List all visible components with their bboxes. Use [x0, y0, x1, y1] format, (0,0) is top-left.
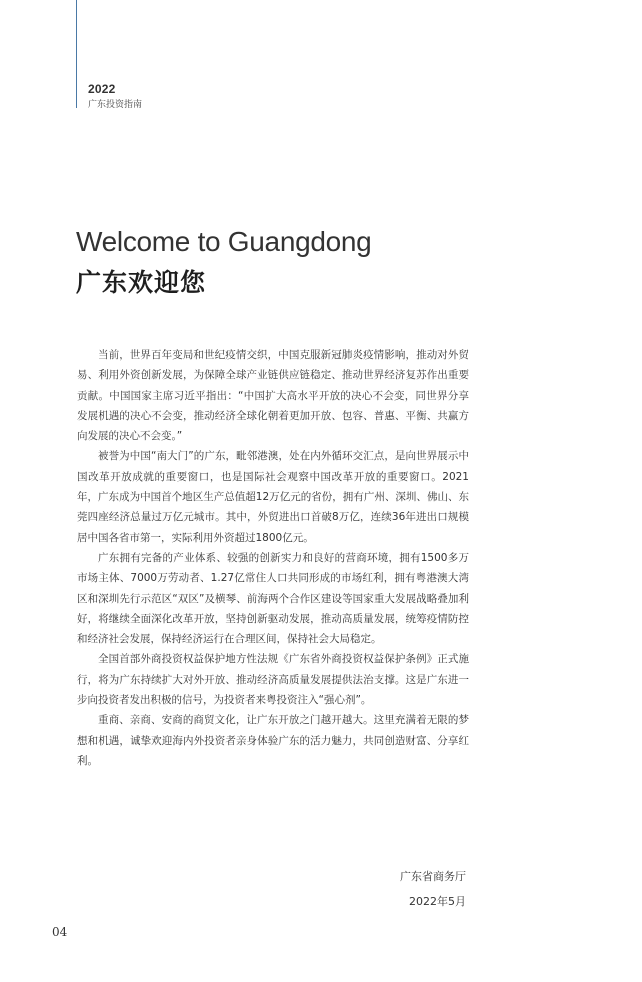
- header-guide-title: 广东投资指南: [88, 100, 143, 110]
- header-vertical-rule: [76, 0, 77, 108]
- paragraph: 广东拥有完备的产业体系、较强的创新实力和良好的营商环境，拥有1500多万市场主体、7000万劳动者、1.27亿常住人口共同形成的市场红利，拥有粤港澳大湾区和深圳先行示范区“双区”及横琴、前海两个合作区建设等国家重大发展战略叠加利好，将继续全面深化改革开放，坚持创新驱动发展，推动高质量发展，统筹疫情防控和经济社会发展，保持经济运行在合理区间，保持社会大局稳定。: [77, 551, 469, 646]
- paragraph: 被誉为中国“南大门”的广东，毗邻港澳，处在内外循环交汇点，是向世界展示中国改革开放成就的重要窗口，也是国际社会观察中国改革开放的重要窗口。2021年，广东成为中国首个地区生产总值超12万亿元的省份，拥有广州、深圳、佛山、东莞四座经济总量过万亿元城市。其中，外贸进出口首破8万亿，连续36年进出口规模居中国各省市第一，实际利用外资超过1800亿元。: [77, 450, 469, 544]
- paragraph: 重商、亲商、安商的商贸文化，让广东开放之门越开越大。这里充满着无限的梦想和机遇，诚挚欢迎海内外投资者亲身体验广东的活力魅力，共同创造财富、分享红利。: [77, 714, 469, 767]
- paragraph: 当前，世界百年变局和世纪疫情交织，中国克服新冠肺炎疫情影响，推动对外贸易、利用外资创新发展，为保障全球产业链供应链稳定、推动世界经济复苏作出重要贡献。中国国家主席习近平指出：“中国扩大高水平开放的决心不会变，同世界分享发展机遇的决心不会变，推动经济全球化朝着更加开放、包容、普惠、平衡、共赢方向发展的决心不会变。”: [77, 349, 469, 443]
- header-year: 2022: [88, 82, 116, 96]
- paragraph: 全国首部外商投资权益保护地方性法规《广东省外商投资权益保护条例》正式施行，将为广东持续扩大对外开放、推动经济高质量发展提供法治支撑。这是广东进一步向投资者发出积极的信号，为投资者来粤投资注入“强心剂”。: [77, 653, 469, 707]
- signature-date: 2022年5月: [409, 895, 466, 908]
- chinese-title: 广东欢迎您: [76, 268, 207, 297]
- page-number: 04: [52, 925, 68, 939]
- body-text: [77, 345, 469, 771]
- english-title: Welcome to Guangdong: [76, 226, 372, 257]
- signature-signer: 广东省商务厅: [400, 870, 466, 883]
